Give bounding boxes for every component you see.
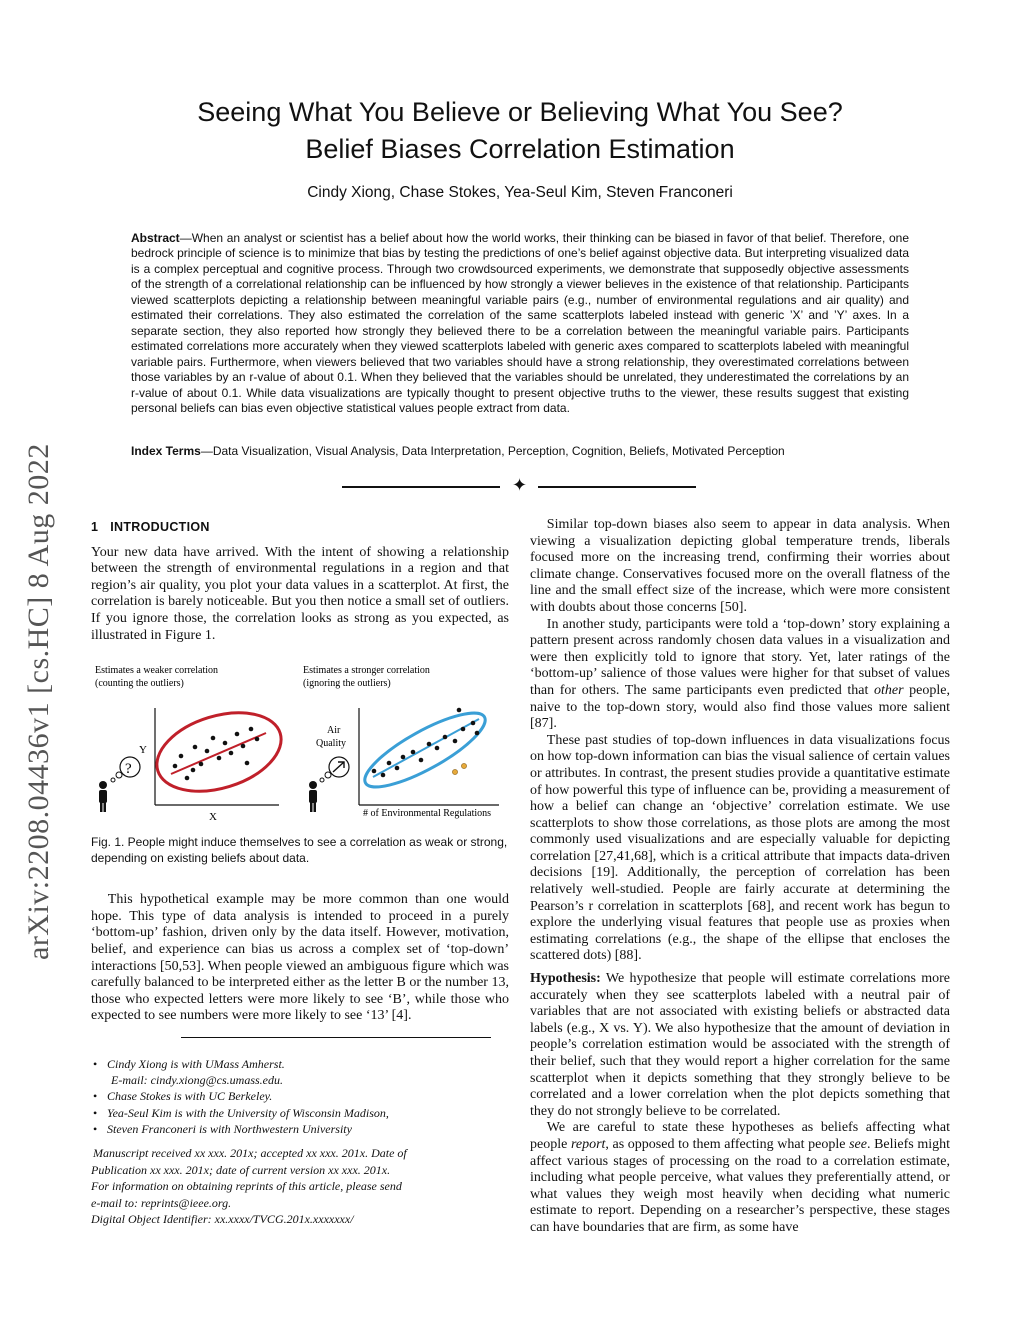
right-point	[419, 758, 424, 763]
index-terms-label: Index Terms	[131, 444, 201, 458]
p2-text-b: people, naive to the top-down story, would also find those values more salient [87].	[530, 682, 951, 732]
body-paragraph-1: Similar top-down biases also seem to appear in data analysis. When viewing a visualization depicting global temperature trends, liberals focused more on the increasing trend, confirming their worries about climate change. Conservatives focused more on the overall flatness of the line and the small effect size of the increase, which were more consistent with doubts about those concerns [50].	[530, 517, 950, 615]
figure-1-illustration	[91, 660, 509, 820]
left-caption-line-1: Estimates a weaker correlation	[95, 665, 218, 677]
left-point	[249, 727, 254, 732]
p5-text-b: , as opposed to them affecting what people	[605, 1136, 850, 1152]
hypothesis-paragraph	[530, 971, 950, 1120]
outlier-points	[452, 764, 466, 775]
manuscript-line-1: Manuscript received xx xxx. 201x; accepted xx xxx. 201x. Date of	[93, 1145, 407, 1160]
body-paragraph-2	[530, 617, 950, 733]
left-point	[173, 764, 178, 769]
body-paragraph-3: These past studies of top-down influences in data visualizations focus on how top-down information can bias the visual salience of certain values or attributes. In contrast, the present studies provide a quantitative estimate of how powerful this type of influence can be, providing a measurement of how a belief can change an ‘objective’ correlation estimate. We use scatterplots to show those correlations, as those plots are among the most commonly used visualizations and are especially valuable for depicting correlation [27,41,68], which is a critical attribute that impacts data-driven decisions [19]. Additionally, the perception of correlation has been relatively well-studied. People are fairly accurate at determining the Pearson’s r correlation in scatterplots [68], and recent work has begun to explore the underlying visual features that people use as proxies when estimating correlations (e.g., the shape of the ellipse that encloses the scattered dots) [88].	[530, 732, 950, 964]
section-divider	[342, 475, 698, 498]
manuscript-line-2: Publication xx xxx. 201x; date of current version xx xxx. 201x.	[91, 1162, 391, 1177]
spacer	[91, 866, 509, 892]
manuscript-line-5: Digital Object Identifier: xx.xxxx/TVCG.201x.xxxxxxx/	[91, 1212, 354, 1227]
abstract-label: Abstract	[131, 231, 180, 245]
manuscript-info	[91, 1145, 509, 1228]
intro-paragraph-1: Your new data have arrived. With the intent of showing a relationship between the strength of environmental regulations in a region and that region’s air quality, you plot your data values in a scatterplot. At first, the correlation is barely noticeable. But you then notice a small set of outliers. If you ignore those, the correlation looks as strong as you expected, as illustrated in Figure 1.	[91, 544, 509, 643]
person-icon-right	[309, 781, 317, 812]
author-affiliations	[91, 1056, 509, 1137]
right-point	[387, 761, 392, 766]
right-point	[471, 721, 476, 726]
right-point	[443, 735, 448, 740]
strong-correlation-ellipse	[356, 701, 493, 800]
right-point	[457, 708, 462, 713]
left-y-label: Y	[139, 744, 147, 757]
left-point	[211, 736, 216, 741]
p2-text-a: In another study, participants were told a ‘top-down’ story explaining a pattern present across randomly chosen data values in a visualization and were then explicitly told to ignore that story. Yet, later ratings of the ‘bottom-up’ salience of those values were higher for that subset of values than for others. The same participants even predicted that	[530, 616, 950, 698]
left-point	[229, 751, 234, 756]
section-heading	[91, 519, 509, 536]
left-point	[199, 762, 204, 767]
person-icon-left	[99, 781, 107, 812]
arrow-icon	[333, 762, 344, 772]
right-point	[401, 755, 406, 760]
paper-title	[120, 94, 920, 168]
left-point	[185, 776, 190, 781]
outlier-point	[452, 770, 457, 775]
figure-1-caption: Fig. 1. People might induce themselves to see a correlation as weak or strong, depending on existing beliefs about data.	[91, 835, 508, 866]
abstract-text: —When an analyst or scientist has a belief about how the world works, their thinking can be biased in favor of that belief. Therefore, one bedrock principle of science is to minimize that bias by testing the predictions of one’s belief against objective data. But interpreting visualized data is a complex perceptual and cognitive process. Through two crowdsourced experiments, we demonstrate that supposedly objective assessments of the strength of a correlational relationship can be influenced by how strongly a viewer believes in the existence of that relationship. Participants viewed scatterplots depicting a relationship between meaningful variable pairs (e.g., number of environmental regulations and air quality) and estimated their correlations. They also estimated the correlation of the same scatterplots labeled instead with generic ’X’ and ’Y’ axes. In a separate section, they also reported how strongly they believed there to be a correlation between the meaningful variable pairs. Participants estimated correlations more accurately when they viewed scatterplots labeled with generic axes compared to scatterplots labeled with meaningful variable pairs. Furthermore, when viewers believed that two variables should have a strong relationship, they overestimated correlations between those variables by an r-value of about 0.1. When they believed that the variables should be unrelated, they underestimated the correlations by an r-value of about 0.1. While data visualizations are typically thought to present objective truths to the viewer, these results suggest that existing personal beliefs can bias even objective statistical values people extract from data.	[131, 231, 909, 415]
manuscript-line-4: e-mail to: reprints@ieee.org.	[91, 1195, 232, 1210]
hypothesis-text: We hypothesize that people will estimate correlations more accurately when they see scatterplots labeled with a neutral pair of variables that are not associated with existing beliefs or abstracted data labels (e.g., X vs. Y). We also hypothesize that the amount of deviation in people’s correlation estimation would be associated with the strength of their belief, such that they would report a higher correlation for the same scatterplot when it depicts something that they strongly believe to be correlated and a lower correlation when the plot depicts something that they do not strongly believe to be correlated.	[530, 971, 950, 1119]
question-mark-icon: ?	[125, 761, 132, 778]
affiliation-kim: • Yea-Seul Kim is with the University of Wisconsin Madison,	[91, 1105, 509, 1121]
left-point	[191, 768, 196, 773]
left-x-label: X	[209, 811, 217, 821]
left-point	[205, 749, 210, 754]
weak-trend-line	[171, 733, 266, 774]
right-point	[453, 739, 458, 744]
p2-emphasis: other	[873, 682, 904, 698]
outlier-point	[461, 764, 466, 769]
right-caption-line-1: Estimates a stronger correlation	[303, 665, 430, 677]
right-point	[411, 750, 416, 755]
figure-1	[91, 660, 509, 820]
p5-emphasis-report: report	[570, 1136, 606, 1152]
left-point	[235, 732, 240, 737]
right-x-label: # of Environmental Regulations	[363, 808, 492, 820]
abstract	[131, 231, 909, 416]
right-point	[435, 746, 440, 751]
section-title-first: I	[110, 520, 115, 534]
author-list: Cindy Xiong, Chase Stokes, Yea-Seul Kim, Steven Franconeri	[307, 184, 733, 201]
left-point	[223, 741, 228, 746]
right-point	[461, 727, 466, 732]
section-number: 1	[91, 520, 99, 534]
p5-text-c: . Beliefs might affect various stages of processing on the road to a correlation estimate, including what people perceive, what values they preferentially attend, or what values they weigh most heavily when deciding what numeric estimate to report. Depending on a researcher’s perspective, these stages can have boundaries that are firm, as some have	[530, 1136, 951, 1235]
right-column	[530, 517, 950, 1237]
hypothesis-label: Hypothesis:	[530, 971, 601, 987]
left-point	[217, 756, 222, 761]
divider-star-icon: ✦	[512, 475, 528, 495]
thought-bubble-question	[111, 757, 140, 782]
affiliation-franconeri: • Steven Franconeri is with Northwestern University	[91, 1121, 509, 1137]
p5-emphasis-see: see	[849, 1136, 867, 1152]
right-point	[372, 769, 377, 774]
left-point	[179, 754, 184, 759]
left-point	[255, 737, 260, 742]
section-title-rest: NTRODUCTION	[114, 520, 210, 534]
left-point	[193, 745, 198, 750]
p5-text-a: We are careful to state these hypotheses as beliefs affecting what people	[530, 1120, 950, 1152]
divider-line-left	[342, 486, 500, 488]
manuscript-line-3: For information on obtaining reprints of this article, please send	[91, 1179, 402, 1194]
footnote-rule	[181, 1037, 491, 1038]
right-point	[381, 773, 386, 778]
right-point	[475, 731, 480, 736]
left-column	[91, 517, 509, 1228]
body-paragraph-5	[530, 1120, 950, 1236]
right-point	[395, 766, 400, 771]
affiliation-xiong-email: E-mail: cindy.xiong@cs.umass.edu.	[111, 1073, 284, 1088]
left-point	[241, 744, 246, 749]
affiliation-stokes: • Chase Stokes is with UC Berkeley.	[91, 1088, 509, 1104]
left-caption-line-2: (counting the outliers)	[95, 678, 184, 690]
index-terms	[131, 444, 909, 458]
divider-line-right	[538, 486, 696, 488]
left-point	[245, 761, 250, 766]
thought-bubble-arrow	[320, 757, 349, 782]
right-caption-line-2: (ignoring the outliers)	[303, 678, 391, 690]
right-y-label-line-1: Air	[327, 725, 341, 737]
title-line-1: Seeing What You Believe or Believing What You See?	[197, 97, 843, 127]
index-terms-text: —Data Visualization, Visual Analysis, Data Interpretation, Perception, Cognition, Beliefs, Motivated Perception	[200, 444, 785, 458]
arxiv-identifier: arXiv:2208.04436v1 [cs.HC] 8 Aug 2022	[22, 443, 55, 960]
title-line-2: Belief Biases Correlation Estimation	[305, 134, 735, 164]
affiliation-xiong: • Cindy Xiong is with UMass Amherst.	[91, 1056, 509, 1072]
intro-paragraph-2: This hypothetical example may be more common than one would hope. This type of data analysis is intended to proceed in a purely ‘bottom-up’ fashion, driven only by the data itself. However, motivation, belief, and experience can bias us across a complex set of ‘top-down’ interactions [50,53]. When people viewed an ambiguous figure which was carefully balanced to be interpreted either as the letter B or the number 13, those who expected letters were more likely to see ‘B’, while those who expected to see numbers were more likely to see ‘13’ [4].	[91, 892, 509, 1024]
right-point	[427, 742, 432, 747]
right-y-label-line-2: Quality	[316, 738, 346, 750]
weak-correlation-ellipse	[147, 699, 290, 805]
